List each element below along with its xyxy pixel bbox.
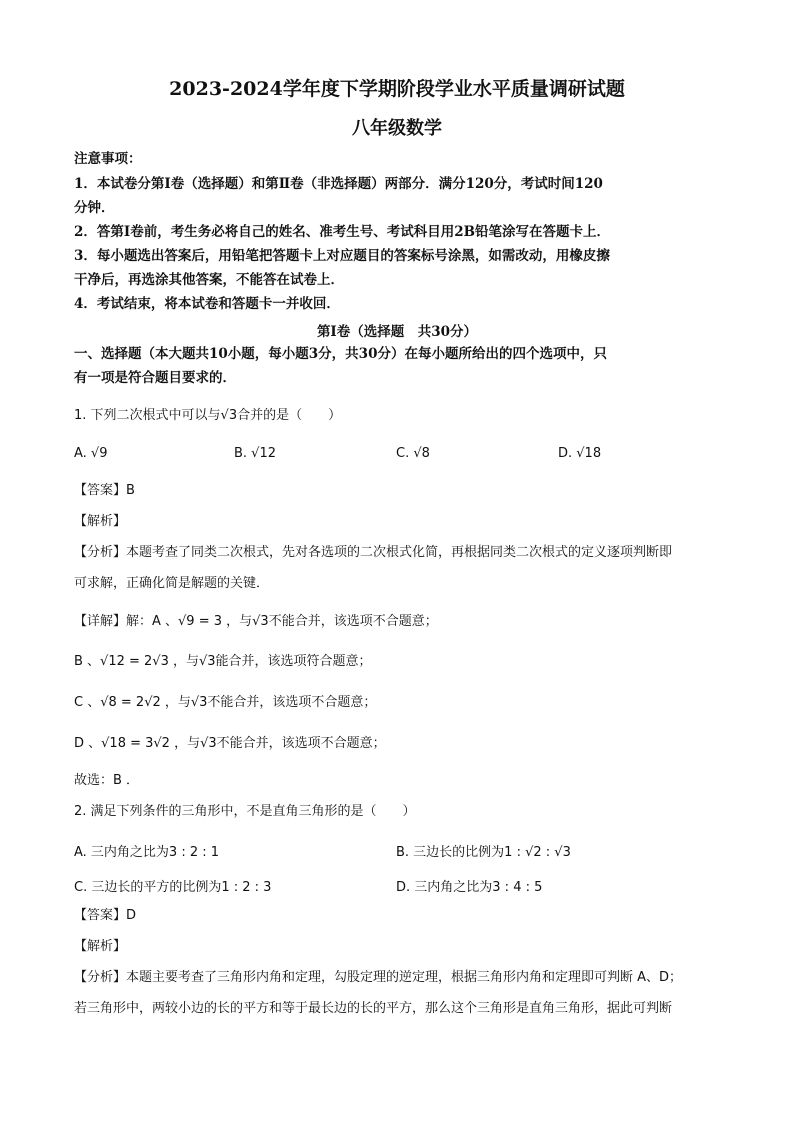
q1-option-b: B. √12 — [234, 446, 277, 461]
section-intro-b: 有一项是符合题目要求的． — [74, 370, 236, 386]
page-subtitle: 八年级数学 — [352, 118, 442, 139]
q1-option-c: C. √8 — [396, 446, 430, 461]
note-1b: 分钟． — [74, 200, 115, 216]
q2-answer: 【答案】D — [74, 908, 137, 923]
note-1a: 1．本试卷分第Ⅰ卷（选择题）和第Ⅱ卷（非选择题）两部分．满分120分，考试时间120 — [74, 176, 603, 192]
q1-answer: 【答案】B — [74, 483, 135, 498]
q1-fenxi-a: 【分析】本题考查了同类二次根式，先对各选项的二次根式化简，再根据同类二次根式的定义逐项判断即 — [74, 545, 673, 560]
page-title: 2023-2024学年度下学期阶段学业水平质量调研试题 — [169, 78, 625, 100]
q1-analysis-label: 【解析】 — [74, 514, 127, 529]
q1-fenxi-b: 可求解，正确化简是解题的关键． — [74, 576, 270, 591]
q2-option-a: A. 三内角之比为3 : 2 : 1 — [74, 845, 220, 860]
section-heading: 第Ⅰ卷（选择题 共30分） — [316, 324, 478, 340]
note-3b: 干净后，再选涂其他答案，不能答在试卷上． — [74, 272, 344, 288]
q2-fenxi-b: 若三角形中，两较小边的长的平方和等于最长边的长的平方，那么这个三角形是直角三角形，据此可判断 — [74, 1001, 673, 1016]
q1-option-a: A. √9 — [74, 446, 108, 461]
q1-detail-3: C 、√8 = 2√2 ，与√3不能合并，该选项不合题意； — [74, 695, 377, 710]
q1-option-d: D. √18 — [558, 446, 602, 461]
section-intro-a: 一、选择题（本大题共10小题，每小题3分，共30分）在每小题所给出的四个选项中，只 — [74, 346, 607, 362]
note-4: 4．考试结束，将本试卷和答题卡一并收回． — [74, 296, 340, 312]
q1-detail-4: D 、√18 = 3√2 ，与√3不能合并，该选项不合题意； — [74, 736, 386, 751]
q2-analysis-label: 【解析】 — [74, 939, 127, 954]
q1-stem: 1. 下列二次根式中可以与√3合并的是（ ） — [74, 408, 342, 423]
q2-fenxi-a: 【分析】本题主要考查了三角形内角和定理，勾股定理的逆定理，根据三角形内角和定理即可判断 A、D； — [74, 970, 683, 985]
note-3a: 3．每小题选出答案后，用铅笔把答题卡上对应题目的答案标号涂黑，如需改动，用橡皮擦 — [74, 248, 610, 264]
q2-option-d: D. 三内角之比为3 : 4 : 5 — [396, 880, 543, 895]
notes-heading: 注意事项： — [74, 151, 142, 167]
q1-detail-2: B 、√12 = 2√3 ，与√3能合并，该选项符合题意； — [74, 654, 372, 669]
q2-stem: 2. 满足下列条件的三角形中，不是直角三角形的是（ ） — [74, 804, 416, 819]
q2-option-b: B. 三边长的比例为1 : √2 : √3 — [396, 845, 571, 860]
q1-choose: 故选：B ． — [74, 773, 140, 788]
note-2: 2．答第Ⅰ卷前，考生务必将自己的姓名、准考生号、考试科目用2B铅笔涂写在答题卡上． — [74, 224, 611, 240]
q2-option-c: C. 三边长的平方的比例为1 : 2 : 3 — [74, 880, 272, 895]
q1-detail-1: 【详解】解：A 、√9 = 3 ，与√3不能合并，该选项不合题意； — [74, 614, 438, 629]
